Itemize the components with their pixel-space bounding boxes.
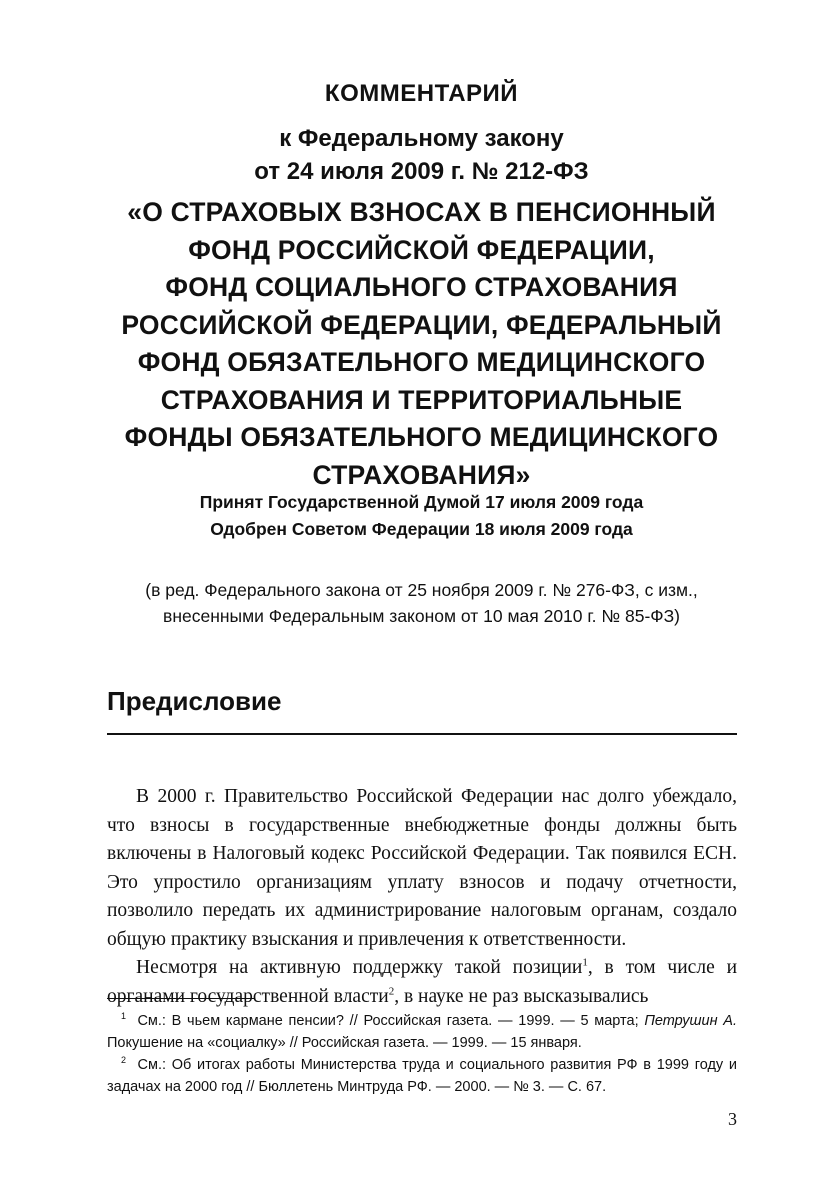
law-name-line: ФОНД ОБЯЗАТЕЛЬНОГО МЕДИЦИНСКОГО	[137, 347, 706, 377]
law-name	[90, 194, 753, 494]
paragraph-text: , в том числе и органами государственной власти	[107, 957, 738, 1007]
footnote-number: 1	[121, 1011, 127, 1022]
paragraph-text: , в науке не раз высказывались	[394, 985, 649, 1007]
preface-divider	[107, 733, 737, 735]
footnote-ref-2: 2	[388, 985, 395, 997]
footnotes	[107, 1010, 737, 1098]
law-name-line: ФОНД СОЦИАЛЬНОГО СТРАХОВАНИЯ	[165, 272, 678, 302]
footnote-1	[107, 1010, 737, 1054]
law-name-line: СТРАХОВАНИЯ И ТЕРРИТОРИАЛЬНЫЕ	[160, 384, 683, 415]
law-reference	[0, 122, 827, 188]
footnote-text: См.: В чьем кармане пенсии? // Российская газета. — 1999. — 5 марта;	[137, 1013, 645, 1029]
footnote-ref-1: 1	[582, 956, 588, 969]
law-reference-line-2: от 24 июля 2009 г. № 212-ФЗ	[254, 158, 589, 185]
edition-note-line-2: внесенными Федеральным законом от 10 мая 2010 г. № 85-ФЗ)	[163, 606, 680, 626]
paragraph: В 2000 г. Правительство Российской Федерации нас долго убеждало, что взносы в государственные внебюджетные фонды должны быть включены в Налоговый кодекс Российской Федерации. Так появился ЕСН. Это упростило организациям уплату взносов и подачу отчетности, позволило передать их администрирование налоговым органам, создало общую практику взыскания и привлечения к ответственности.	[107, 786, 737, 950]
footnote-separator	[107, 998, 255, 999]
paragraph-text: Несмотря на активную поддержку такой позиции	[136, 957, 583, 978]
footnote-text: Покушение на «социалку» // Российская газета. — 1999. — 15 января.	[107, 1035, 582, 1051]
preface-body	[107, 783, 737, 1011]
approved-by-federation-council: Одобрен Советом Федерации 18 июля 2009 года	[210, 519, 633, 539]
law-name-line: «О СТРАХОВЫХ ВЗНОСАХ В ПЕНСИОННЫЙ	[127, 197, 716, 227]
law-name-line: ФОНД РОССИЙСКОЙ ФЕДЕРАЦИИ,	[188, 234, 655, 265]
footnote-text: См.: Об итогах работы Министерства труда и социального развития РФ в 1999 году и задачах на 2000 год // Бюллетень Минтруда РФ. — 2000. — № 3. — С. 67.	[107, 1057, 737, 1095]
adopted-by-duma: Принят Государственной Думой 17 июля 2009 года	[199, 492, 644, 512]
adoption-info	[0, 489, 827, 543]
comment-title: КОММЕНТАРИЙ	[324, 80, 519, 107]
preface-heading: Предисловие	[107, 686, 282, 716]
law-name-line: СТРАХОВАНИЯ»	[312, 459, 531, 490]
footnote-2	[107, 1054, 737, 1098]
edition-note	[0, 577, 827, 629]
paragraph	[107, 954, 737, 1011]
footnote-author: Петрушин А.	[644, 1013, 737, 1029]
edition-note-line-1: (в ред. Федерального закона от 25 ноября 2009 г. № 276-ФЗ, с изм.,	[145, 580, 698, 600]
law-name-line: ФОНДЫ ОБЯЗАТЕЛЬНОГО МЕДИЦИНСКОГО	[124, 422, 719, 452]
law-name-line: РОССИЙСКОЙ ФЕДЕРАЦИИ, ФЕДЕРАЛЬНЫЙ	[121, 309, 722, 340]
law-reference-line-1: к Федеральному закону	[279, 125, 564, 152]
footnote-number: 2	[121, 1055, 127, 1066]
page-number: 3	[728, 1109, 737, 1129]
